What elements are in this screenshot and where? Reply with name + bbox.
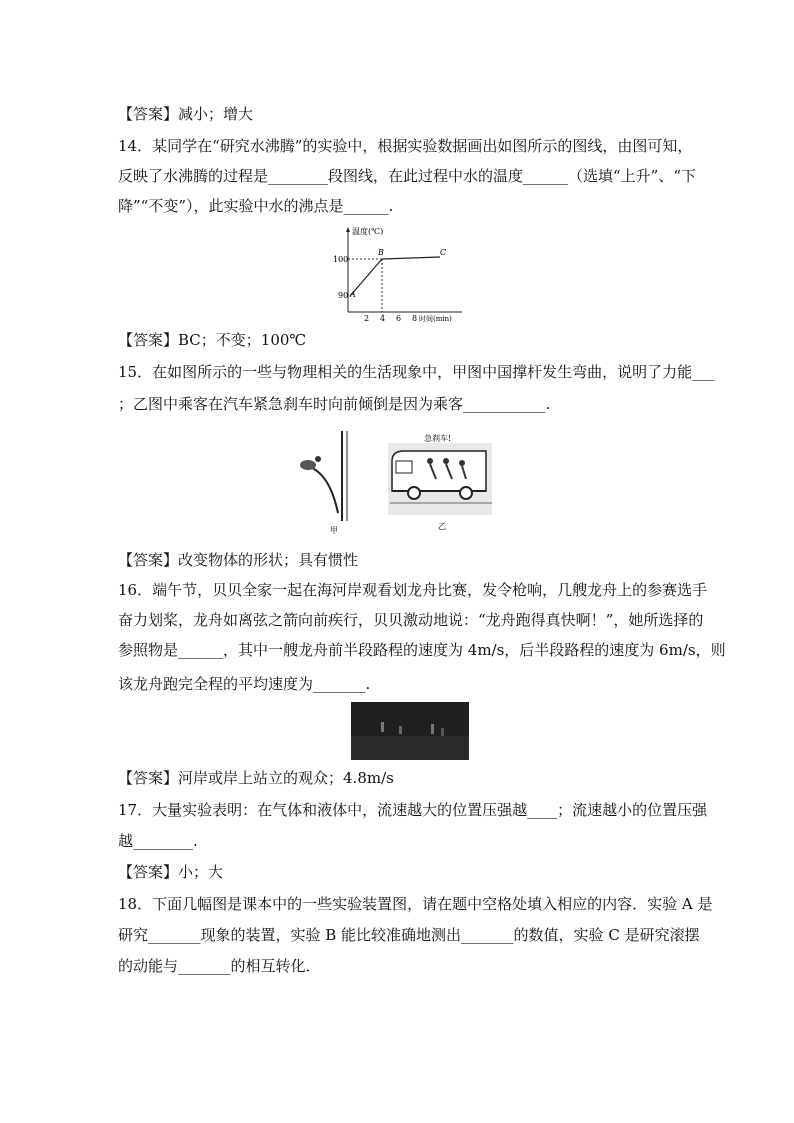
- q16-line-1: 16．端午节，贝贝全家一起在海河岸观看划龙舟比赛，发令枪响，几艘龙舟上的参赛选手: [118, 581, 708, 599]
- answer-17: 【答案】小；大: [118, 863, 224, 881]
- graph-xlabel: 时间(min): [419, 315, 452, 322]
- bus-sign: 急刹车!: [424, 434, 452, 443]
- q17-line-2: 越________.: [118, 832, 198, 850]
- q14-line-1: 14．某同学在“研究水沸腾”的实验中，根据实验数据画出如图所示的图线，由图可知，: [118, 137, 693, 155]
- q18-line-2: 研究_______现象的装置，实验 B 能比较准确地测出_______的数值，实验 C 是研究滚摆: [118, 926, 700, 944]
- bus-braking-image: [388, 433, 492, 531]
- graph-xtick-8: 8: [412, 314, 418, 322]
- graph-ytick-90: 90: [338, 291, 349, 300]
- answer-16: 【答案】河岸或岸上站立的观众；4.8m/s: [118, 769, 394, 787]
- graph-ytick-100: 100: [333, 255, 349, 264]
- graph-point-a: A: [350, 290, 356, 299]
- fig-label-jia: 甲: [330, 526, 338, 535]
- answer-15: 【答案】改变物体的形状；具有惯性: [118, 551, 359, 569]
- graph-xtick-2: 2: [364, 314, 370, 322]
- pole-vault-image: [300, 431, 347, 535]
- graph-point-b: B: [378, 248, 384, 257]
- graph-xtick-6: 6: [396, 314, 402, 322]
- graph-xtick-4: 4: [380, 314, 386, 322]
- graph-ylabel: 温度(℃): [352, 227, 384, 236]
- q18-line-3: 的动能与_______的相互转化．: [118, 957, 321, 975]
- q15-line-2: ；乙图中乘客在汽车紧急刹车时向前倾倒是因为乘客___________.: [118, 395, 551, 413]
- pole-vault-and-bus-figure: [290, 425, 500, 537]
- answer-14: 【答案】BC；不变；100℃: [118, 331, 307, 349]
- boiling-graph: [330, 222, 465, 322]
- answer-13: 【答案】减小；增大: [118, 105, 254, 123]
- q16-line-4: 该龙舟跑完全程的平均速度为_______.: [118, 675, 371, 693]
- graph-point-c: C: [440, 248, 447, 257]
- q14-line-2: 反映了水沸腾的过程是________段图线，在此过程中水的温度______（选填“上升”、“下: [118, 167, 697, 185]
- q16-line-3: 参照物是______，其中一艘龙舟前半段路程的速度为 4m/s，后半段路程的速度为 6m/s，则: [118, 641, 726, 659]
- q15-line-1: 15．在如图所示的一些与物理相关的生活现象中，甲图中国撑杆发生弯曲，说明了力能___: [118, 363, 715, 381]
- q14-line-3: 降”“不变”），此实验中水的沸点是______.: [118, 197, 394, 215]
- q16-line-2: 奋力划桨，龙舟如离弦之箭向前疾行，贝贝激动地说：“龙舟跑得真快啊！”，她所选择的: [118, 611, 704, 629]
- fig-label-yi: 乙: [438, 522, 446, 531]
- q18-line-1: 18．下面几幅图是课本中的一些实验装置图，请在题中空格处填入相应的内容．实验 A 是: [118, 895, 713, 913]
- dragon-boat-photo: [351, 702, 469, 760]
- q17-line-1: 17．大量实验表明：在气体和液体中，流速越大的位置压强越____；流速越小的位置压强: [118, 801, 708, 819]
